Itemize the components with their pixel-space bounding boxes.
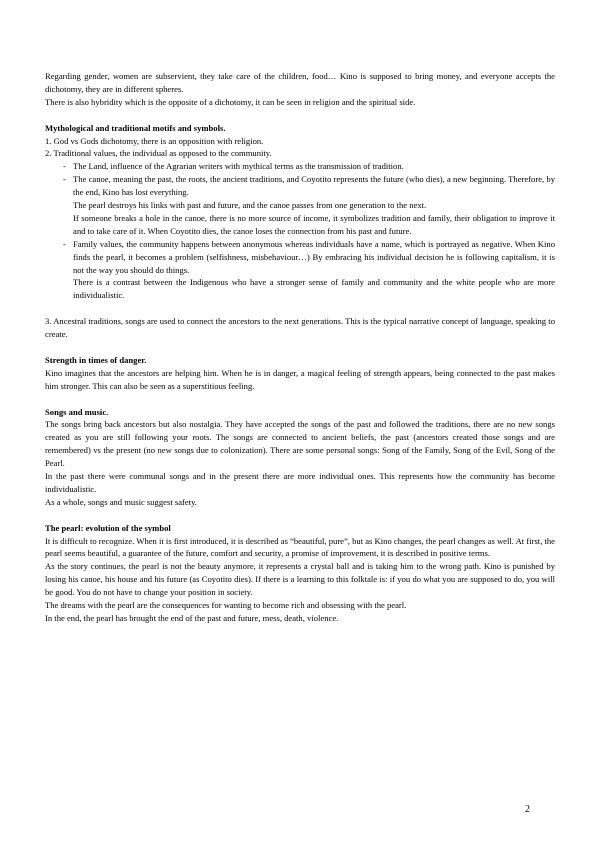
- pearl-paragraph-story: As the story continues, the pearl is not the beauty anymore, it represents a crystal ball and is taking him to the wrong path. Kino is punished by losing his canoe, his house and his future (as Coyotito dies). If there is a learning to this folktale is: if you do what you are supposed to do, you will be good. You do not have to change your position in society.: [45, 561, 555, 598]
- pearl-paragraph-end: In the end, the pearl has brought the end of the past and future, mess, death, violence.: [45, 612, 339, 623]
- bullet-family-contrast: There is a contrast between the Indigenous who have a stronger sense of family and community and the white people who are more individualistic.: [73, 277, 555, 301]
- songs-paragraph-safety: As a whole, songs and music suggest safety.: [45, 496, 197, 507]
- heading-pearl-symbol: The pearl: evolution of the symbol: [45, 522, 171, 533]
- list-item-god-vs-gods: 1. God vs Gods dichotomy, there is an opposition with religion.: [45, 135, 264, 146]
- intro-paragraph-hybridity: There is also hybridity which is the opposite of a dichotomy, it can be seen in religion and the spiritual side.: [45, 96, 416, 107]
- strength-paragraph: Kino imagines that the ancestors are helping him. When he is in danger, a magical feeling of strength appears, being connected to the past makes him stronger. This can also be seen as a superstitious feeling.: [45, 367, 555, 391]
- bullet-canoe: [45, 173, 555, 238]
- bullet-canoe-text: The canoe, meaning the past, the roots, the ancient traditions, and Coyotito represents the future (who dies), a new beginning. Therefore, by the end, Kino has lost everything.: [73, 174, 555, 198]
- list-item-traditional-values: 2. Traditional values, the individual as opposed to the community.: [45, 148, 272, 159]
- intro-paragraph-gender: Regarding gender, women are subservient, they take care of the children, food… Kino is supposed to bring money, and everyone accepts the dichotomy, they are in different spheres.: [45, 71, 555, 94]
- heading-strength: Strength in times of danger.: [45, 354, 147, 365]
- bullet-dash: -: [63, 161, 66, 172]
- page-number: 2: [525, 804, 530, 815]
- pearl-paragraph-dreams: The dreams with the pearl are the consequences for wanting to become rich and obsessing with the pearl.: [45, 600, 407, 611]
- songs-paragraph-nostalgia: The songs bring back ancestors but also nostalgia. They have accepted the songs of the past and followed the traditions, there are no new songs created as you are still following your roots. The songs are connected to ancient beliefs, the past (ancestors created those songs and are remembered) vs the present (no new songs due to colonization). There are some personal songs: Song of the Family, Song of the Evil, Song of the Pearl.: [45, 419, 555, 469]
- heading-mythological-motifs: Mythological and traditional motifs and symbols.: [45, 122, 226, 133]
- bullet-canoe-hole: If someone breaks a hole in the canoe, there is no more source of income, it symbolizes tradition and family, their obligation to improve it and to take care of it. When Coyotito dies, the canoe loses the connection from his past and future.: [73, 212, 555, 236]
- songs-paragraph-communal: In the past there were communal songs and in the present there are more individual ones. This represents how the community has become individualistic.: [45, 471, 555, 494]
- bullet-canoe-pearl-links: The pearl destroys his links with past and future, and the canoe passes from one generation to the next.: [73, 200, 427, 211]
- bullet-land-text: The Land, influence of the Agrarian writers with mythical terms as the transmission of tradition.: [73, 161, 404, 172]
- bullet-dash: -: [63, 238, 66, 249]
- bullet-dash: -: [63, 174, 66, 185]
- pearl-paragraph-introduction: It is difficult to recognize. When it is first introduced, it is described as “beautiful, pure”, but as Kino changes, the pearl changes as well. At first, the pearl seems beautiful, a guarantee of the future, comfort and security, a promise of improvement, it is described in positive terms.: [45, 535, 555, 559]
- bullet-family-values: [45, 238, 555, 303]
- heading-songs-music: Songs and music.: [45, 406, 109, 417]
- document-page: [45, 70, 555, 625]
- bullet-family-values-text: Family values, the community happens between anonymous whereas individuals have a name, which is portrayed as negative. When Kino finds the pearl, it becomes a problem (selfishness, misbehaviour…) By embracing his individual decision he is following capitalism, it is not the way you should do things.: [73, 238, 555, 275]
- list-item-ancestral-traditions: 3. Ancestral traditions, songs are used to connect the ancestors to the next generations. This is the typical narrative concept of language, speaking to create.: [45, 316, 555, 340]
- bullet-land: [45, 160, 555, 173]
